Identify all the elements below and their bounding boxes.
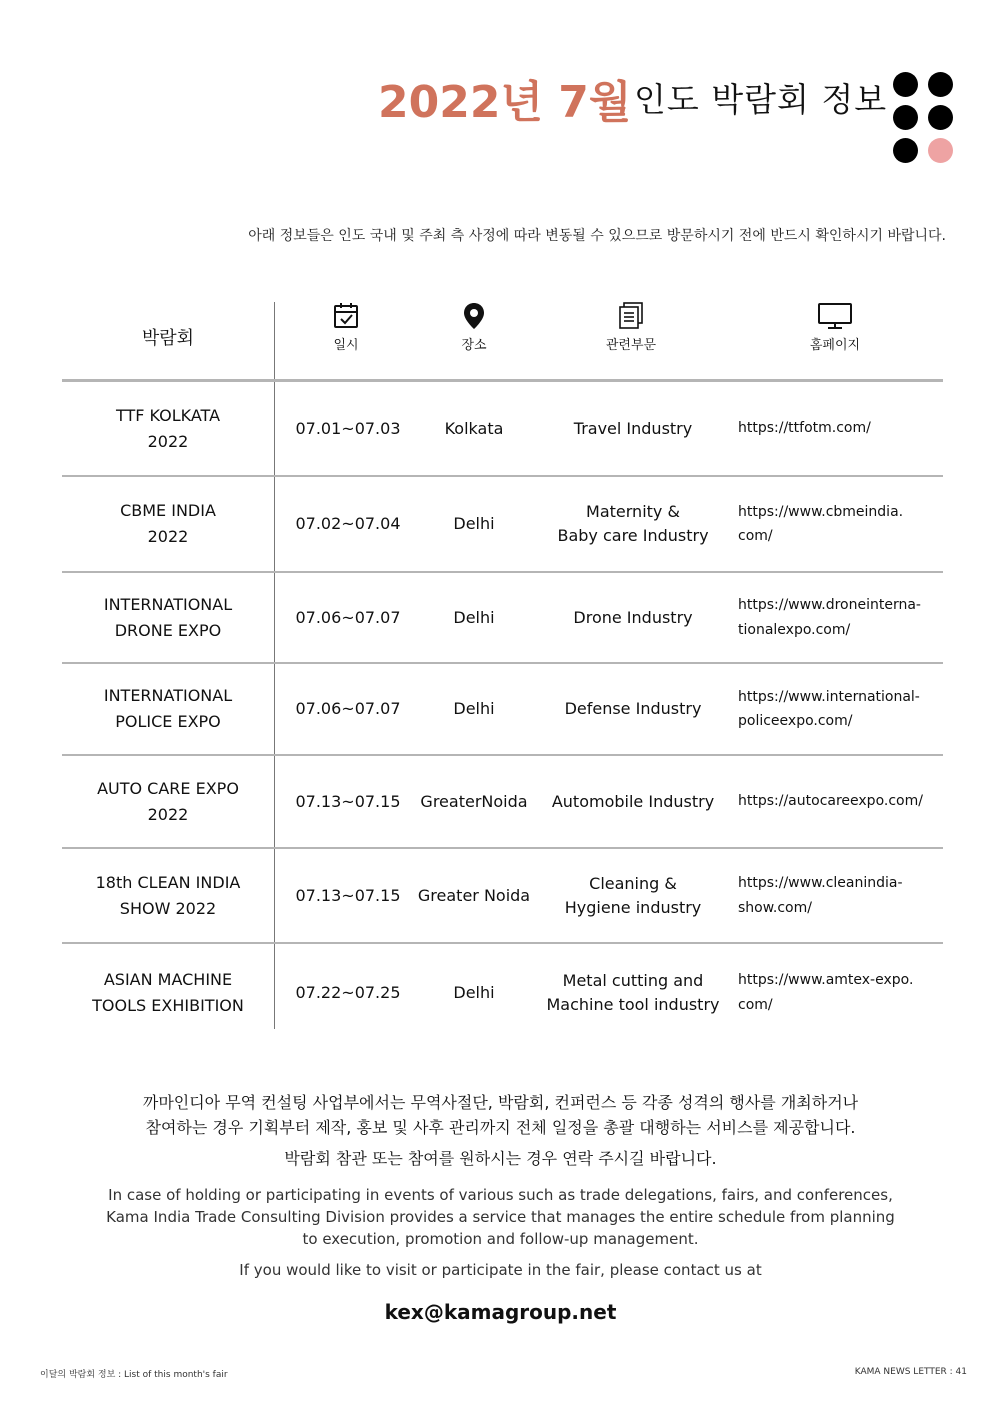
calendar-icon [333, 302, 359, 330]
expo-url[interactable]: https://www.international- policeexpo.com/ [738, 688, 920, 729]
expo-url[interactable]: https://www.cbmeindia. com/ [738, 503, 904, 544]
dot-decoration-pink [928, 138, 953, 163]
monitor-icon [817, 302, 853, 330]
table-row [62, 573, 943, 662]
header-place-label: 장소 [461, 338, 487, 353]
expo-industry: Automobile Industry [551, 791, 715, 811]
footer-korean [0, 1090, 1001, 1171]
expo-industry: Defense Industry [564, 699, 702, 718]
expo-name: ASIAN MACHINE TOOLS EXHIBITION [92, 969, 244, 1015]
footer-ko-line: 박람회 참관 또는 참여를 원하시는 경우 연락 주시길 바랍니다. [284, 1149, 717, 1168]
expo-url[interactable]: https://www.cleanindia- show.com/ [738, 875, 903, 916]
expo-url[interactable]: https://autocareexpo.com/ [738, 793, 923, 810]
dot-decoration [928, 105, 953, 130]
notice-text: 아래 정보들은 인도 국내 및 주최 측 사정에 따라 변동될 수 있으므로 방문하시기 전에 반드시 확인하시기 바랍니다. [248, 228, 946, 244]
page-title: 인도 박람회 정보 [634, 80, 888, 119]
page-footer-left: 이달의 박람회 정보 : List of this month's fair [40, 1370, 228, 1380]
expo-name: 18th CLEAN INDIA SHOW 2022 [95, 872, 241, 918]
header-homepage [790, 302, 880, 353]
header-date [310, 302, 382, 353]
expo-date: 07.22~07.25 [295, 982, 401, 1002]
document-icon [618, 302, 644, 330]
title-date: 2022년 7월 [378, 77, 632, 128]
footer-ko-line: 까마인디아 무역 컨설팅 사업부에서는 무역사절단, 박람회, 컨퍼런스 등 각종 성격의 행사를 개최하거나 [142, 1093, 859, 1112]
expo-industry: Cleaning & Hygiene industry [564, 873, 702, 917]
expo-date: 07.06~07.07 [295, 607, 401, 627]
table-row [62, 382, 943, 475]
location-pin-icon [461, 302, 487, 330]
expo-date: 07.06~07.07 [295, 699, 401, 719]
expo-date: 07.13~07.15 [295, 791, 401, 811]
table-row [62, 849, 943, 942]
dot-decoration [893, 72, 918, 97]
contact-email[interactable]: kex@kamagroup.net [384, 1300, 617, 1324]
dots-logo [893, 72, 955, 164]
header-industry-label: 관련부문 [605, 338, 657, 353]
footer-en-line: to execution, promotion and follow-up management. [302, 1230, 699, 1248]
header-homepage-label: 홈페이지 [809, 338, 861, 353]
dot-decoration [893, 138, 918, 163]
footer-ko-line: 참여하는 경우 기획부터 제작, 홍보 및 사후 관리까지 전체 일정을 총괄 대행하는 서비스를 제공합니다. [145, 1118, 856, 1137]
header-expo: 박람회 [141, 328, 195, 349]
expo-place: Kolkata [444, 418, 504, 438]
expo-place: Delhi [453, 607, 495, 627]
expo-url[interactable]: https://ttfotm.com/ [738, 420, 871, 437]
table-header [62, 302, 943, 380]
expo-place: Delhi [453, 982, 495, 1002]
expo-industry: Metal cutting and Machine tool industry [546, 970, 720, 1014]
footer-english [0, 1184, 1001, 1281]
expo-date: 07.13~07.15 [295, 885, 401, 905]
expo-name: INTERNATIONAL DRONE EXPO [103, 594, 233, 640]
table-row [62, 477, 943, 571]
expo-name: TTF KOLKATA 2022 [115, 405, 221, 451]
expo-url[interactable]: https://www.amtex-expo. com/ [738, 972, 914, 1013]
expo-place: Delhi [453, 699, 495, 719]
expo-name: CBME INDIA 2022 [120, 501, 216, 546]
expo-industry: Travel Industry [573, 418, 693, 438]
header-place [438, 302, 510, 353]
page-header [0, 60, 1001, 130]
footer-en-line: If you would like to visit or participate in the fair, please contact us at [239, 1261, 762, 1279]
dot-decoration [928, 72, 953, 97]
table-row [62, 944, 943, 1041]
expo-industry: Maternity & Baby care Industry [557, 502, 709, 545]
expo-industry: Drone Industry [573, 607, 693, 627]
expo-name: AUTO CARE EXPO 2022 [97, 778, 239, 824]
dot-decoration [893, 105, 918, 130]
footer-en-line: In case of holding or participating in events of various such as trade delegations, fairs, and conferences, [108, 1186, 893, 1204]
page-footer-right: KAMA NEWS LETTER : 41 [854, 1367, 967, 1377]
header-date-label: 일시 [333, 338, 359, 353]
expo-place: GreaterNoida [420, 791, 528, 811]
expo-place: Greater Noida [417, 885, 531, 905]
expo-url[interactable]: https://www.droneinterna- tionalexpo.com/ [738, 597, 921, 638]
table-row [62, 664, 943, 754]
expo-date: 07.01~07.03 [295, 418, 401, 438]
header-industry [586, 302, 676, 353]
expo-place: Delhi [453, 514, 495, 534]
expo-date: 07.02~07.04 [295, 514, 401, 534]
expo-name: INTERNATIONAL POLICE EXPO [103, 686, 233, 731]
footer-en-line: Kama India Trade Consulting Division provides a service that manages the entire schedule from planning [106, 1208, 895, 1226]
table-row [62, 756, 943, 847]
